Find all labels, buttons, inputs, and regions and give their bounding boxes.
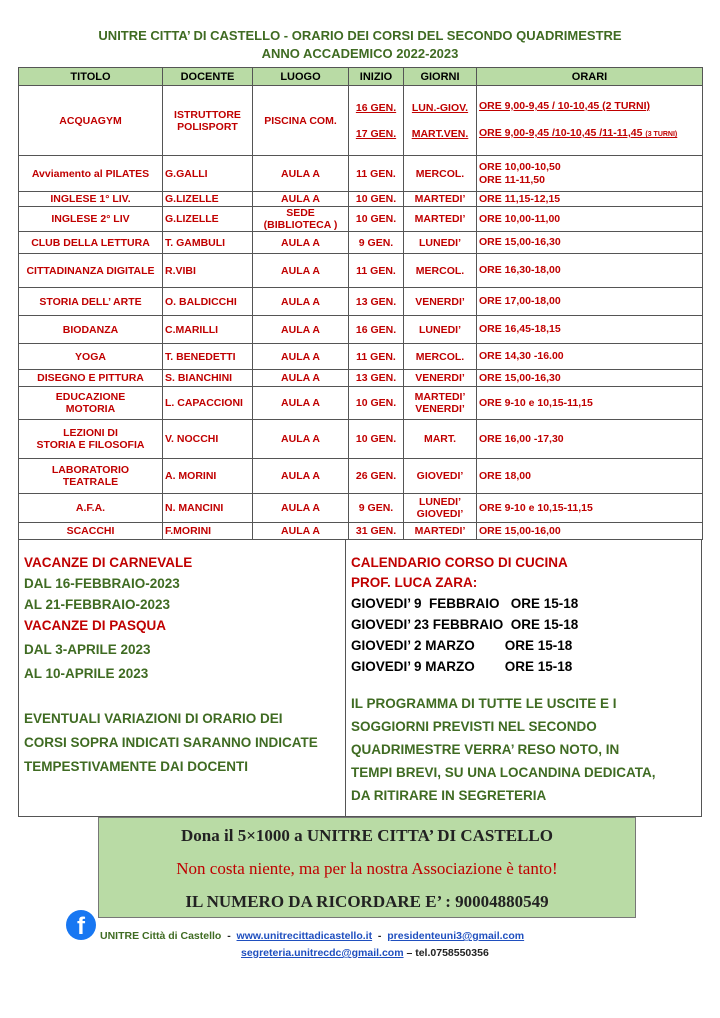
program-line: TEMPI BREVI, SU UNA LOCANDINA DEDICATA, [351, 765, 656, 780]
course-place: AULA A [253, 344, 349, 370]
course-title: EDUCAZIONE MOTORIA [19, 387, 163, 420]
course-start: 9 GEN. [349, 494, 404, 523]
course-title: YOGA [19, 344, 163, 370]
course-start: 10 GEN. [349, 420, 404, 459]
course-teacher: S. BIANCHINI [163, 370, 253, 387]
course-start: 26 GEN. [349, 459, 404, 494]
course-teacher: ISTRUTTORE POLISPORT [163, 86, 253, 156]
footer-org: UNITRE Città di Castello [100, 930, 222, 942]
table-row [19, 288, 703, 316]
course-place: AULA A [253, 387, 349, 420]
course-title: INGLESE 2° LIV [19, 207, 163, 232]
start-date-1: 16 GEN. [355, 101, 397, 114]
course-start: 11 GEN. [349, 156, 404, 192]
course-days: GIOVEDI’ [404, 459, 477, 494]
table-row [19, 523, 703, 540]
info-box [18, 539, 702, 817]
course-start: 11 GEN. [349, 344, 404, 370]
cucina-date: GIOVEDI’ 9 FEBBRAIO ORE 15-18 [351, 596, 579, 611]
cucina-date: GIOVEDI’ 23 FEBBRAIO ORE 15-18 [351, 617, 579, 632]
website-link[interactable]: www.unitrecittadicastello.it [236, 930, 373, 942]
course-place: AULA A [253, 420, 349, 459]
table-row [19, 192, 703, 207]
course-times: ORE 16,30-18,00 [477, 254, 703, 288]
course-times: ORE 15,00-16,00 [477, 523, 703, 540]
table-row [19, 207, 703, 232]
course-times [477, 86, 703, 156]
table-row [19, 316, 703, 344]
table-header-row [19, 68, 703, 86]
course-days: VENERDI’ [404, 370, 477, 387]
carnevale-title: VACANZE DI CARNEVALE [24, 555, 193, 570]
course-place: AULA A [253, 459, 349, 494]
page-subtitle: ANNO ACCADEMICO 2022-2023 [261, 46, 459, 61]
table-row [19, 494, 703, 523]
course-times: ORE 9-10 e 10,15-11,15 [477, 387, 703, 420]
course-title: CLUB DELLA LETTURA [19, 232, 163, 254]
course-times: ORE 14,30 -16.00 [477, 344, 703, 370]
donation-headline: Dona il 5×1000 a UNITRE CITTA’ DI CASTELLO [181, 826, 553, 845]
course-start: 10 GEN. [349, 192, 404, 207]
course-days: LUNEDI’ [404, 232, 477, 254]
column-header: INIZIO [349, 68, 404, 86]
table-row [19, 370, 703, 387]
footer-phone: – tel.0758550356 [403, 947, 489, 959]
cucina-prof: PROF. LUCA ZARA: [351, 575, 478, 590]
course-start: 11 GEN. [349, 254, 404, 288]
start-date-2: 17 GEN. [355, 127, 397, 140]
course-teacher: G.LIZELLE [163, 192, 253, 207]
course-place: AULA A [253, 316, 349, 344]
course-teacher: G.LIZELLE [163, 207, 253, 232]
course-days [404, 86, 477, 156]
times-2: ORE 9,00-9,45 /10-10,45 /11-11,45 (3 TURNI) [479, 127, 678, 139]
course-days: LUNEDI’ [404, 316, 477, 344]
program-line: QUADRIMESTRE VERRA’ RESO NOTO, IN [351, 742, 620, 757]
program-line: SOGGIORNI PREVISTI NEL SECONDO [351, 719, 597, 734]
course-teacher: L. CAPACCIONI [163, 387, 253, 420]
course-place: AULA A [253, 254, 349, 288]
page-title: UNITRE CITTA’ DI CASTELLO - ORARIO DEI CORSI DEL SECONDO QUADRIMESTRE [98, 28, 622, 43]
course-teacher: R.VIBI [163, 254, 253, 288]
course-times: ORE 17,00-18,00 [477, 288, 703, 316]
course-title: DISEGNO E PITTURA [19, 370, 163, 387]
course-start: 13 GEN. [349, 288, 404, 316]
course-title: STORIA DELL’ ARTE [19, 288, 163, 316]
course-place: AULA A [253, 156, 349, 192]
course-times: ORE 15,00-16,30 [477, 232, 703, 254]
course-title: ACQUAGYM [19, 86, 163, 156]
cucina-title: CALENDARIO CORSO DI CUCINA [351, 555, 568, 570]
course-days: VENERDI’ [404, 288, 477, 316]
course-start: 16 GEN. [349, 316, 404, 344]
cucina-date: GIOVEDI’ 9 MARZO ORE 15-18 [351, 659, 573, 674]
column-header: ORARI [477, 68, 703, 86]
course-teacher: N. MANCINI [163, 494, 253, 523]
days-1: LUN.-GIOV. [411, 101, 469, 114]
course-teacher: C.MARILLI [163, 316, 253, 344]
schedule-table [18, 67, 703, 540]
course-place: AULA A [253, 523, 349, 540]
table-row [19, 86, 703, 156]
course-place: AULA A [253, 288, 349, 316]
cucina-date: GIOVEDI’ 2 MARZO ORE 15-18 [351, 638, 573, 653]
course-title: BIODANZA [19, 316, 163, 344]
course-times: ORE 10,00-10,50 ORE 11-11,50 [477, 156, 703, 192]
course-place: SEDE (BIBLIOTECA ) [253, 207, 349, 232]
column-divider [345, 539, 346, 816]
column-header: TITOLO [19, 68, 163, 86]
pasqua-to: AL 10-APRILE 2023 [24, 666, 149, 681]
course-title: A.F.A. [19, 494, 163, 523]
course-title: LABORATORIO TEATRALE [19, 459, 163, 494]
course-place: AULA A [253, 494, 349, 523]
course-times: ORE 11,15-12,15 [477, 192, 703, 207]
table-row [19, 387, 703, 420]
course-times: ORE 18,00 [477, 459, 703, 494]
days-2: MART.VEN. [411, 127, 469, 140]
program-line: DA RITIRARE IN SEGRETERIA [351, 788, 547, 803]
footer-line-2 [241, 947, 489, 959]
course-place: PISCINA COM. [253, 86, 349, 156]
pasqua-from: DAL 3-APRILE 2023 [24, 642, 151, 657]
course-title: SCACCHI [19, 523, 163, 540]
course-teacher: O. BALDICCHI [163, 288, 253, 316]
course-title: CITTADINANZA DIGITALE [19, 254, 163, 288]
course-days: MERCOL. [404, 344, 477, 370]
course-days: MERCOL. [404, 156, 477, 192]
course-place: AULA A [253, 370, 349, 387]
course-teacher: T. GAMBULI [163, 232, 253, 254]
course-teacher: V. NOCCHI [163, 420, 253, 459]
course-teacher: A. MORINI [163, 459, 253, 494]
carnevale-to: AL 21-FEBBRAIO-2023 [24, 597, 171, 612]
course-start: 10 GEN. [349, 387, 404, 420]
course-days: LUNEDI’ GIOVEDI’ [404, 494, 477, 523]
table-row [19, 254, 703, 288]
course-days: MARTEDI’ [404, 192, 477, 207]
facebook-icon[interactable]: f [66, 910, 96, 940]
note-line: TEMPESTIVAMENTE DAI DOCENTI [24, 759, 249, 774]
course-days: MART. [404, 420, 477, 459]
carnevale-from: DAL 16-FEBBRAIO-2023 [24, 576, 180, 591]
course-start: 9 GEN. [349, 232, 404, 254]
course-days: MERCOL. [404, 254, 477, 288]
pasqua-title: VACANZE DI PASQUA [24, 618, 167, 633]
note-line: CORSI SOPRA INDICATI SARANNO INDICATE [24, 735, 318, 750]
donation-number: IL NUMERO DA RICORDARE E’ : 90004880549 [185, 892, 549, 911]
course-start: 31 GEN. [349, 523, 404, 540]
donation-subline: Non costa niente, ma per la nostra Associazione è tanto! [176, 859, 558, 878]
donation-box [98, 817, 636, 918]
course-place: AULA A [253, 192, 349, 207]
president-email-link[interactable]: presidenteuni3@gmail.com [387, 930, 525, 942]
course-teacher: T. BENEDETTI [163, 344, 253, 370]
course-start: 10 GEN. [349, 207, 404, 232]
times-1: ORE 9,00-9,45 / 10-10,45 (2 TURNI) [479, 100, 650, 112]
course-start [349, 86, 404, 156]
course-times: ORE 16,00 -17,30 [477, 420, 703, 459]
table-row [19, 156, 703, 192]
course-title: Avviamento al PILATES [19, 156, 163, 192]
course-days: MARTEDI’ VENERDI’ [404, 387, 477, 420]
program-line: IL PROGRAMMA DI TUTTE LE USCITE E I [351, 696, 617, 711]
table-row [19, 420, 703, 459]
footer-line-1: UNITRE Città di Castello - www.unitrecittadicastello.it - presidenteuni3@gmail.com [100, 930, 525, 942]
course-times: ORE 16,45-18,15 [477, 316, 703, 344]
course-start: 13 GEN. [349, 370, 404, 387]
course-times: ORE 15,00-16,30 [477, 370, 703, 387]
column-header: DOCENTE [163, 68, 253, 86]
course-times: ORE 9-10 e 10,15-11,15 [477, 494, 703, 523]
course-times: ORE 10,00-11,00 [477, 207, 703, 232]
course-title: LEZIONI DI STORIA E FILOSOFIA [19, 420, 163, 459]
table-row [19, 232, 703, 254]
secretariat-email-link[interactable]: segreteria.unitrecdc@gmail.com [241, 947, 404, 959]
course-teacher: G.GALLI [163, 156, 253, 192]
column-header: LUOGO [253, 68, 349, 86]
course-title: INGLESE 1° LIV. [19, 192, 163, 207]
table-row [19, 459, 703, 494]
course-place: AULA A [253, 232, 349, 254]
table-row [19, 344, 703, 370]
note-line: EVENTUALI VARIAZIONI DI ORARIO DEI [24, 711, 283, 726]
course-days: MARTEDI’ [404, 207, 477, 232]
course-days: MARTEDI’ [404, 523, 477, 540]
column-header: GIORNI [404, 68, 477, 86]
course-teacher: F.MORINI [163, 523, 253, 540]
